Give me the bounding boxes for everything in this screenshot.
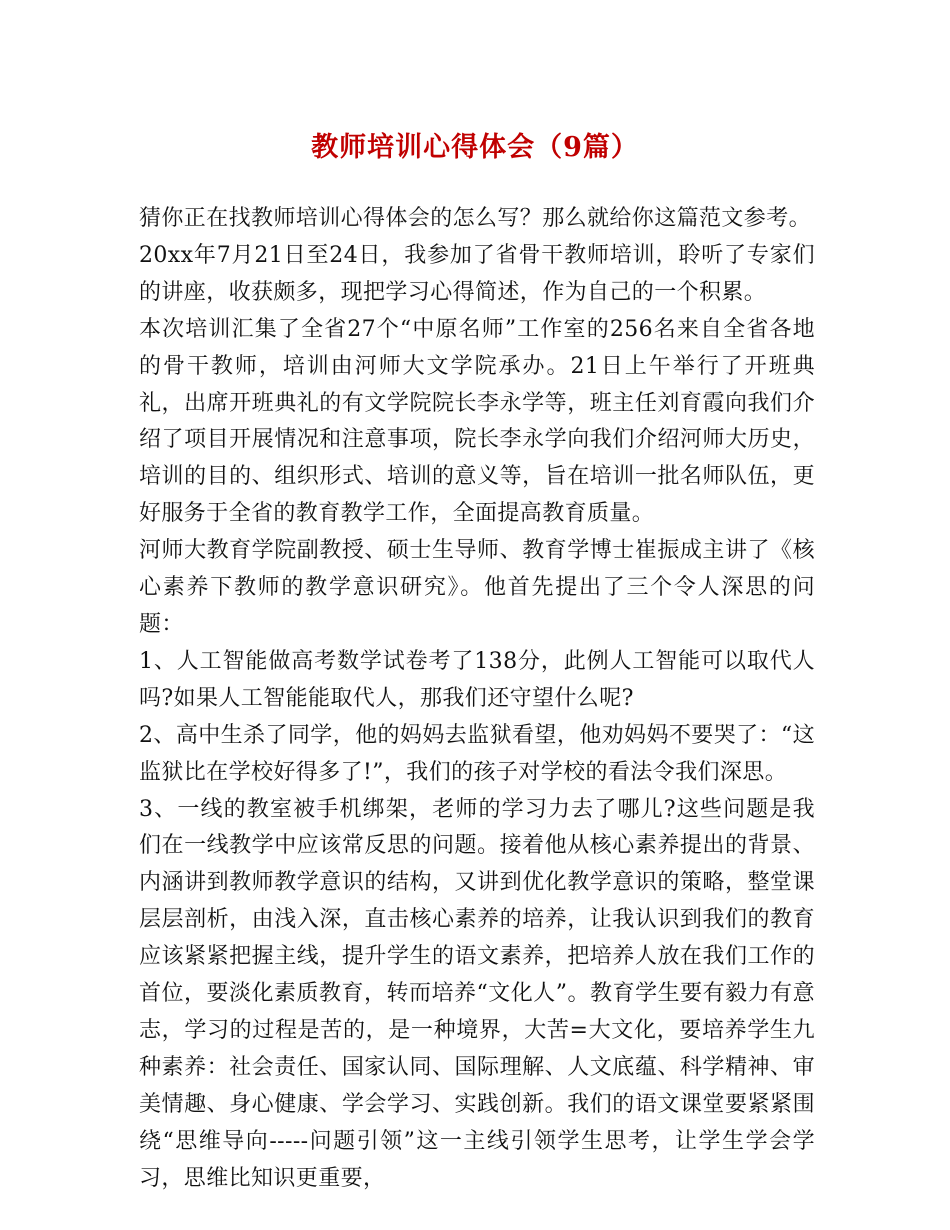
- paragraph: 本次培训汇集了全省27个“中原名师”工作室的256名来自全省各地的骨干教师，培训由河师大文学院承办。21日上午举行了开班典礼，出席开班典礼的有文学院院长李永学等，班主任刘育霞向我们介绍了项目开展情况和注意事项，院长李永学向我们介绍河师大历史，培训的目的、组织形式、培训的意义等，旨在培训一批名师队伍，更好服务于全省的教育教学工作，全面提高教育质量。: [139, 316, 815, 527]
- paragraph: 20xx年7月21日至24日，我参加了省骨干教师培训，聆听了专家们的讲座，收获颇多，现把学习心得简述，作为自己的一个积累。: [139, 242, 815, 305]
- paragraph: 1、人工智能做高考数学试卷考了138分，此例人工智能可以取代人吗?如果人工智能能取代人，那我们还守望什么呢?: [139, 648, 815, 711]
- document-body: [139, 201, 815, 1197]
- paragraph: 猜你正在找教师培训心得体会的怎么写？那么就给你这篇范文参考。: [139, 206, 812, 231]
- paragraph: 2、高中生杀了同学，他的妈妈去监狱看望，他劝妈妈不要哭了：“这监狱比在学校好得多了!”，我们的孩子对学校的看法令我们深思。: [139, 722, 815, 785]
- document-title: 教师培训心得体会（9篇）: [311, 132, 639, 163]
- paragraph: 河师大教育学院副教授、硕士生导师、教育学博士崔振成主讲了《核心素养下教师的教学意识研究》。他首先提出了三个令人深思的问题：: [139, 538, 815, 637]
- paragraph: 3、一线的教室被手机绑架，老师的学习力去了哪儿?这些问题是我们在一线教学中应该常反思的问题。接着他从核心素养提出的背景、内涵讲到教师教学意识的结构，又讲到优化教学意识的策略，整堂课层层剖析，由浅入深，直击核心素养的培养，让我认识到我们的教育应该紧紧把握主线，提升学生的语文素养，把培养人放在我们工作的首位，要淡化素质教育，转而培养“文化人”。教育学生要有毅力有意志，学习的过程是苦的，是一种境界，大苦=大文化，要培养学生九种素养：社会责任、国家认同、国际理解、人文底蕴、科学精神、审美情趣、身心健康、学会学习、实践创新。我们的语文课堂要紧紧围绕“思维导向-----问题引领”这一主线引领学生思考，让学生学会学习，思维比知识更重要，: [139, 796, 815, 1191]
